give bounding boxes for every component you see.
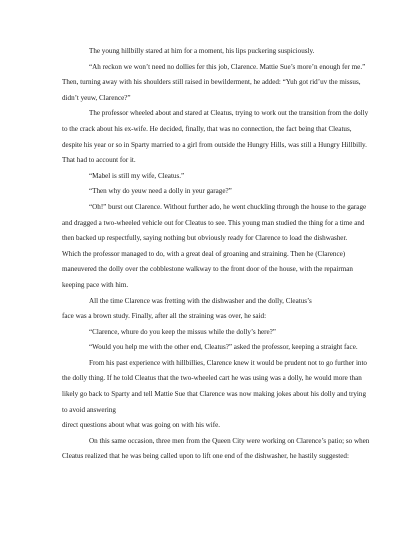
text-line: likely go back to Sparty and tell Mattie Sue that Clarence was now making jokes about his dolly and trying: [62, 390, 366, 399]
text-line: maneuvered the dolly over the cobblestone walkway to the front door of the house, with the repairman: [62, 265, 353, 274]
text-line: That had to account for it.: [62, 156, 136, 165]
text-line: and dragged a two-wheeled vehicle out for Cleatus to see. This young man studied the thing for a time and: [62, 218, 365, 227]
text-line: to the crack about his ex-wife. He decided, finally, that was no connection, the fact being that Cleatus,: [62, 124, 352, 133]
text-line: The professor wheeled about and stared at Cleatus, trying to work out the transition from the dolly: [89, 109, 369, 118]
text-line: On this same occasion, three men from the Queen City were working on Clarence’s patio; so when: [89, 436, 370, 445]
text-line: Then, turning away with his shoulders still raised in bewilderment, he added: “Yuh got rid’uv the missus,: [62, 78, 361, 87]
text-line: Which the professor managed to do, with a great deal of groaning and straining. Then he (Clarence): [62, 249, 346, 258]
text-line: direct questions about what was going on with his wife.: [62, 421, 221, 430]
text-line: to avoid answering: [62, 405, 116, 414]
text-line: then backed up respectfully, saying nothing but obviously ready for Clarence to load the dishwasher.: [62, 234, 348, 243]
text-line: “Mabel is still my wife, Cleatus.”: [89, 171, 185, 180]
text-line: “Would you help me with the other end, Cleatus?” asked the professor, keeping a straight face.: [89, 343, 358, 352]
text-line: The young hillbilly stared at him for a moment, his lips puckering suspiciously.: [89, 47, 315, 55]
text-line: didn’t yeuw, Clarence?”: [62, 93, 131, 102]
text-line: face was a brown study. Finally, after all the straining was over, he said:: [62, 312, 267, 321]
text-line: “Oh!” burst out Clarence. Without further ado, he went chuckling through the house to the garage: [89, 202, 367, 211]
text-line: “Then why do yeuw need a dolly in yeur garage?”: [89, 187, 232, 196]
text-line: Cleatus realized that he was being called upon to lift one end of the dishwasher, he hastily suggested:: [62, 452, 349, 461]
text-line: From his past experience with hillbillies, Clarence knew it would be prudent not to go further into: [89, 358, 367, 367]
text-line: “Clarence, whure do you keep the missus while the dolly’s here?”: [89, 327, 276, 336]
text-line: All the time Clarence was fretting with the dishwasher and the dolly, Cleatus’s: [89, 296, 312, 305]
text-line: keeping pace with him.: [62, 280, 129, 289]
text-line: the dolly thing. If he told Cleatus that the two-wheeled cart he was using was a dolly, he would more than: [62, 374, 362, 383]
body-text: [62, 44, 370, 465]
text-line: “Ah reckon we won’t need no dollies fer this job, Clarence. Mattie Sue’s more’n enough fer me.”: [89, 62, 366, 71]
text-line: despite his year or so in Sparty married to a girl from outside the Hungry Hills, was still a Hungry Hillbilly.: [62, 140, 367, 149]
